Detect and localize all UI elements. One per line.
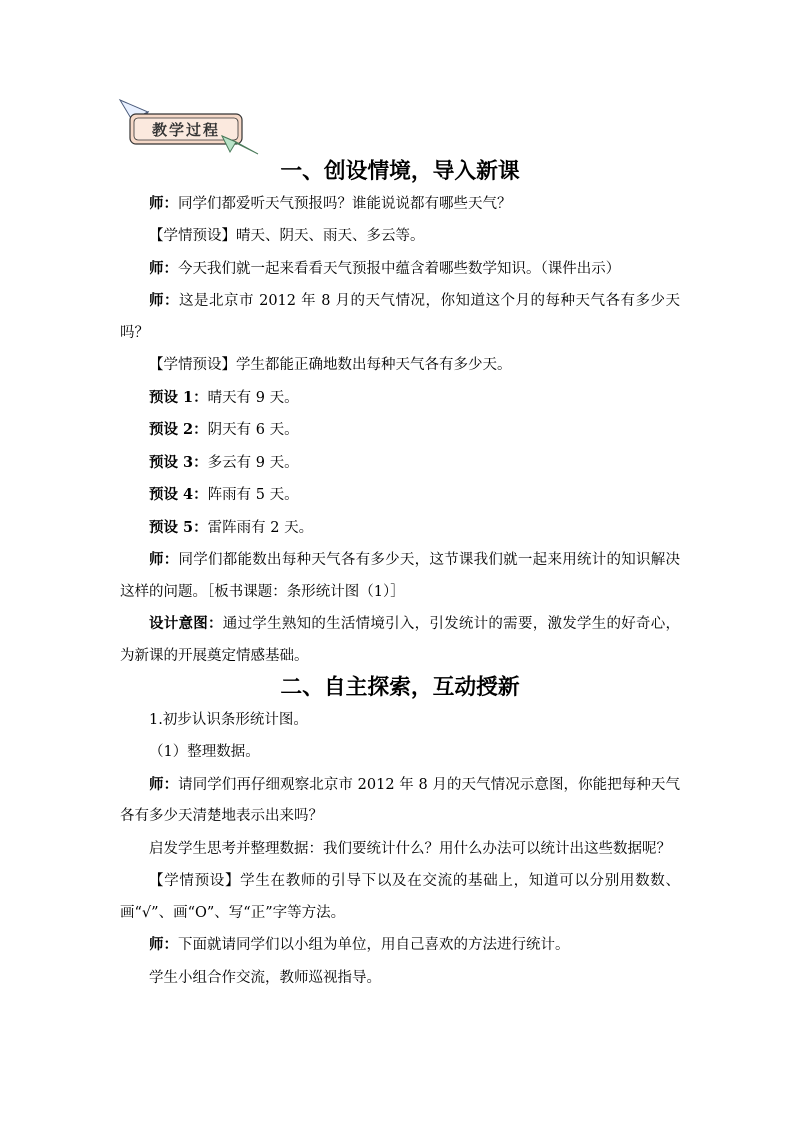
- teaching-process-banner: [118, 98, 260, 156]
- paragraph: （1）整理数据。: [149, 744, 260, 760]
- paragraph: 师：今天我们就一起来看看天气预报中蕴含着哪些数学知识。（课件出示）: [149, 259, 621, 277]
- paragraph: 设计意图：通过学生熟知的生活情境引入，引发统计的需要，激发学生的好奇心，为新课的开展奠定情感基础。: [120, 615, 681, 664]
- paragraph: 【学情预设】晴天、阴天、雨天、多云等。: [149, 228, 425, 244]
- paragraph: 师：下面就请同学们以小组为单位，用自己喜欢的方法进行统计。: [149, 936, 570, 953]
- section-heading: 二、自主探索，互动授新: [280, 675, 520, 700]
- banner-label: 教学过程: [151, 121, 221, 139]
- paragraph: 【学情预设】学生在教师的引导下以及在交流的基础上，知道可以分别用数数、画“√”、画“O”、写“正”字等方法。: [120, 873, 680, 921]
- paragraph: 预设 1：晴天有 9 天。: [149, 388, 299, 406]
- paragraph: 师：这是北京市 2012 年 8 月的天气情况，你知道这个月的每种天气各有多少天吗？: [120, 292, 681, 341]
- paragraph: 【学情预设】学生都能正确地数出每种天气各有多少天。: [149, 357, 512, 373]
- paragraph: 启发学生思考并整理数据：我们要统计什么？用什么办法可以统计出这些数据呢？: [149, 840, 671, 857]
- paragraph: 师：请同学们再仔细观察北京市 2012 年 8 月的天气情况示意图，你能把每种天气各有多少天清楚地表示出来吗？: [120, 775, 680, 824]
- paragraph: 1.初步认识条形统计图。: [149, 711, 308, 728]
- paragraph: 师：同学们都能数出每种天气各有多少天，这节课我们就一起来用统计的知识解决这样的问题。［板书课题：条形统计图（1）］: [120, 551, 680, 600]
- paragraph: 预设 5：雷阵雨有 2 天。: [149, 518, 314, 536]
- paragraph: 预设 4：阵雨有 5 天。: [149, 486, 299, 503]
- lesson-content: [120, 156, 680, 994]
- paragraph: 师：同学们都爱听天气预报吗？谁能说说都有哪些天气？: [149, 194, 512, 212]
- paragraph: 学生小组合作交流，教师巡视指导。: [149, 969, 381, 986]
- paragraph: 预设 2：阴天有 6 天。: [149, 421, 299, 438]
- paragraph: 预设 3：多云有 9 天。: [149, 453, 299, 471]
- section-heading: 一、创设情境，导入新课: [280, 159, 520, 184]
